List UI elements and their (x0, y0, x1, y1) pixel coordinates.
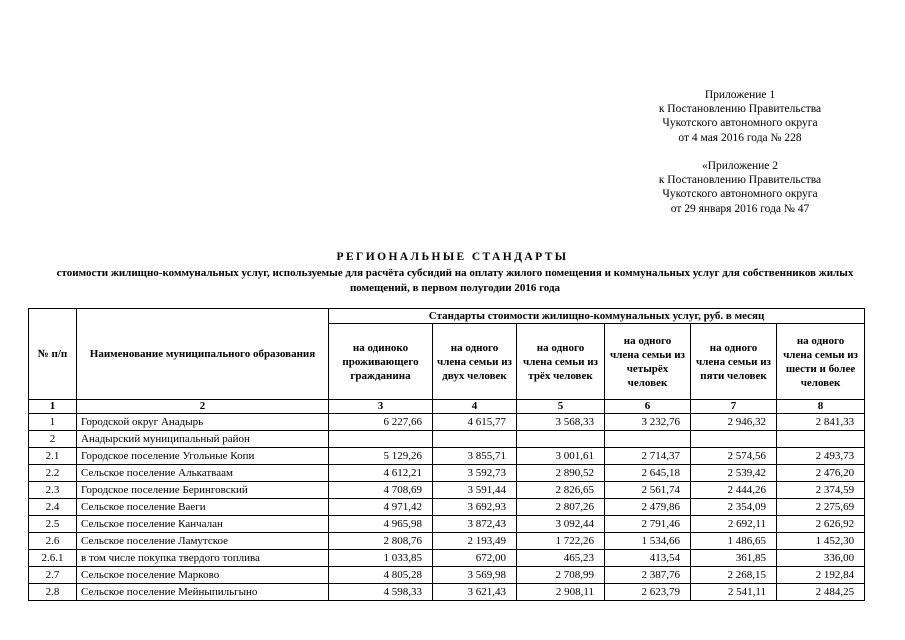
row-value (433, 431, 517, 448)
col-number: 1 (29, 400, 77, 414)
row-value: 6 227,66 (329, 414, 433, 431)
row-value: 2 708,99 (517, 567, 605, 584)
row-name: в том числе покупка твердого топлива (77, 550, 329, 567)
table-row (29, 482, 865, 499)
header-col: на одного члена семьи из двух человек (433, 324, 517, 400)
row-value (329, 431, 433, 448)
row-value: 3 569,98 (433, 567, 517, 584)
row-value: 2 479,86 (605, 499, 691, 516)
row-value: 2 387,76 (605, 567, 691, 584)
row-index: 2.6.1 (29, 550, 77, 567)
row-value: 2 374,59 (777, 482, 865, 499)
row-value: 3 692,93 (433, 499, 517, 516)
row-index: 2.4 (29, 499, 77, 516)
appendix-2-line: «Приложение 2 (701, 160, 779, 172)
header-col: на одного члена семьи из трёх человек (517, 324, 605, 400)
row-value: 2 645,18 (605, 465, 691, 482)
row-index: 2.5 (29, 516, 77, 533)
row-name: Анадырский муниципальный район (77, 431, 329, 448)
row-name: Сельское поселение Алькатваам (77, 465, 329, 482)
table-row (29, 499, 865, 516)
row-value: 2 808,76 (329, 533, 433, 550)
appendix-1-block (560, 88, 905, 145)
header-col: на одного члена семьи из шести и более человек (777, 324, 865, 400)
row-name: Сельское поселение Ваеги (77, 499, 329, 516)
col-number: 8 (777, 400, 865, 414)
document-subtitle: стоимости жилищно-коммунальных услуг, используемые для расчёта субсидий на оплату жилого помещения и коммунальных услуг для собственников жилых помещений, в первом полугодии 2016 года (56, 267, 854, 294)
row-value: 3 591,44 (433, 482, 517, 499)
row-value: 2 444,26 (691, 482, 777, 499)
row-index: 2 (29, 431, 77, 448)
row-value (517, 431, 605, 448)
row-value: 2 826,65 (517, 482, 605, 499)
row-value: 3 592,73 (433, 465, 517, 482)
row-value: 2 541,11 (691, 584, 777, 601)
row-value: 4 708,69 (329, 482, 433, 499)
col-number: 2 (77, 400, 329, 414)
table-body (29, 414, 865, 601)
table-row (29, 550, 865, 567)
header-col: на одного члена семьи из четырёх человек (605, 324, 691, 400)
appendix-1-line: к Постановлению Правительства (658, 103, 822, 116)
table-row (29, 414, 865, 431)
row-value: 2 791,46 (605, 516, 691, 533)
row-value: 672,00 (433, 550, 517, 567)
col-number: 7 (691, 400, 777, 414)
row-index: 2.1 (29, 448, 77, 465)
row-value: 2 692,11 (691, 516, 777, 533)
row-value: 2 484,25 (777, 584, 865, 601)
header-col: на одного члена семьи из пяти человек (691, 324, 777, 400)
row-value (605, 431, 691, 448)
document-title: РЕГИОНАЛЬНЫЕ СТАНДАРТЫ (336, 251, 569, 263)
appendix-1-line: Приложение 1 (704, 89, 776, 101)
row-value: 2 476,20 (777, 465, 865, 482)
row-value: 1 486,65 (691, 533, 777, 550)
row-value: 3 001,61 (517, 448, 605, 465)
row-value: 4 971,42 (329, 499, 433, 516)
row-value (777, 431, 865, 448)
row-value: 4 598,33 (329, 584, 433, 601)
row-index: 2.8 (29, 584, 77, 601)
col-number: 3 (329, 400, 433, 414)
header-col: на одиноко проживающего гражданина (329, 324, 433, 400)
standards-table (28, 308, 865, 601)
row-name: Сельское поселение Ламутское (77, 533, 329, 550)
header-name: Наименование муниципального образования (77, 309, 329, 400)
table-row (29, 465, 865, 482)
appendix-2-block (560, 159, 905, 216)
row-value: 2 275,69 (777, 499, 865, 516)
row-value: 1 033,85 (329, 550, 433, 567)
row-value: 4 615,77 (433, 414, 517, 431)
appendix-2-line: от 29 января 2016 года № 47 (670, 202, 810, 215)
row-value: 2 908,11 (517, 584, 605, 601)
header-group: Стандарты стоимости жилищно-коммунальных услуг, руб. в месяц (329, 309, 865, 324)
row-value: 2 623,79 (605, 584, 691, 601)
table-row (29, 567, 865, 584)
row-value: 2 354,09 (691, 499, 777, 516)
row-value: 1 722,26 (517, 533, 605, 550)
row-name: Городской округ Анадырь (77, 414, 329, 431)
row-value: 1 452,30 (777, 533, 865, 550)
row-index: 2.6 (29, 533, 77, 550)
row-name: Сельское поселение Мейныпильгыно (77, 584, 329, 601)
row-value: 413,54 (605, 550, 691, 567)
row-value: 4 612,21 (329, 465, 433, 482)
row-value: 2 493,73 (777, 448, 865, 465)
table-row (29, 533, 865, 550)
table-row (29, 431, 865, 448)
row-value: 3 092,44 (517, 516, 605, 533)
row-value: 3 872,43 (433, 516, 517, 533)
col-number: 5 (517, 400, 605, 414)
row-value: 1 534,66 (605, 533, 691, 550)
row-value: 465,23 (517, 550, 605, 567)
row-name: Сельское поселение Марково (77, 567, 329, 584)
row-value: 2 807,26 (517, 499, 605, 516)
row-value: 2 841,33 (777, 414, 865, 431)
appendix-2-line: Чукотского автономного округа (662, 188, 818, 201)
table-row (29, 584, 865, 601)
table-row (29, 516, 865, 533)
row-name: Городское поселение Угольные Копи (77, 448, 329, 465)
row-index: 2.2 (29, 465, 77, 482)
row-value: 3 855,71 (433, 448, 517, 465)
row-value: 361,85 (691, 550, 777, 567)
row-value: 2 561,74 (605, 482, 691, 499)
appendix-2-line: к Постановлению Правительства (658, 174, 822, 187)
row-value: 2 714,37 (605, 448, 691, 465)
row-value: 2 192,84 (777, 567, 865, 584)
row-value: 2 193,49 (433, 533, 517, 550)
row-value: 4 805,28 (329, 567, 433, 584)
row-value: 3 621,43 (433, 584, 517, 601)
row-name: Сельское поселение Канчалан (77, 516, 329, 533)
row-value: 336,00 (777, 550, 865, 567)
row-value: 3 568,33 (517, 414, 605, 431)
row-value: 5 129,26 (329, 448, 433, 465)
row-value: 2 268,15 (691, 567, 777, 584)
row-index: 2.7 (29, 567, 77, 584)
header-index: № п/п (29, 309, 77, 400)
row-name: Городское поселение Беринговский (77, 482, 329, 499)
row-index: 1 (29, 414, 77, 431)
row-index: 2.3 (29, 482, 77, 499)
col-number: 6 (605, 400, 691, 414)
appendix-1-line: от 4 мая 2016 года № 228 (678, 131, 802, 144)
row-value: 3 232,76 (605, 414, 691, 431)
row-value: 2 574,56 (691, 448, 777, 465)
row-value: 4 965,98 (329, 516, 433, 533)
table-row (29, 448, 865, 465)
appendix-1-line: Чукотского автономного округа (662, 117, 818, 130)
row-value: 2 946,32 (691, 414, 777, 431)
col-number: 4 (433, 400, 517, 414)
row-value (691, 431, 777, 448)
row-value: 2 539,42 (691, 465, 777, 482)
row-value: 2 890,52 (517, 465, 605, 482)
row-value: 2 626,92 (777, 516, 865, 533)
